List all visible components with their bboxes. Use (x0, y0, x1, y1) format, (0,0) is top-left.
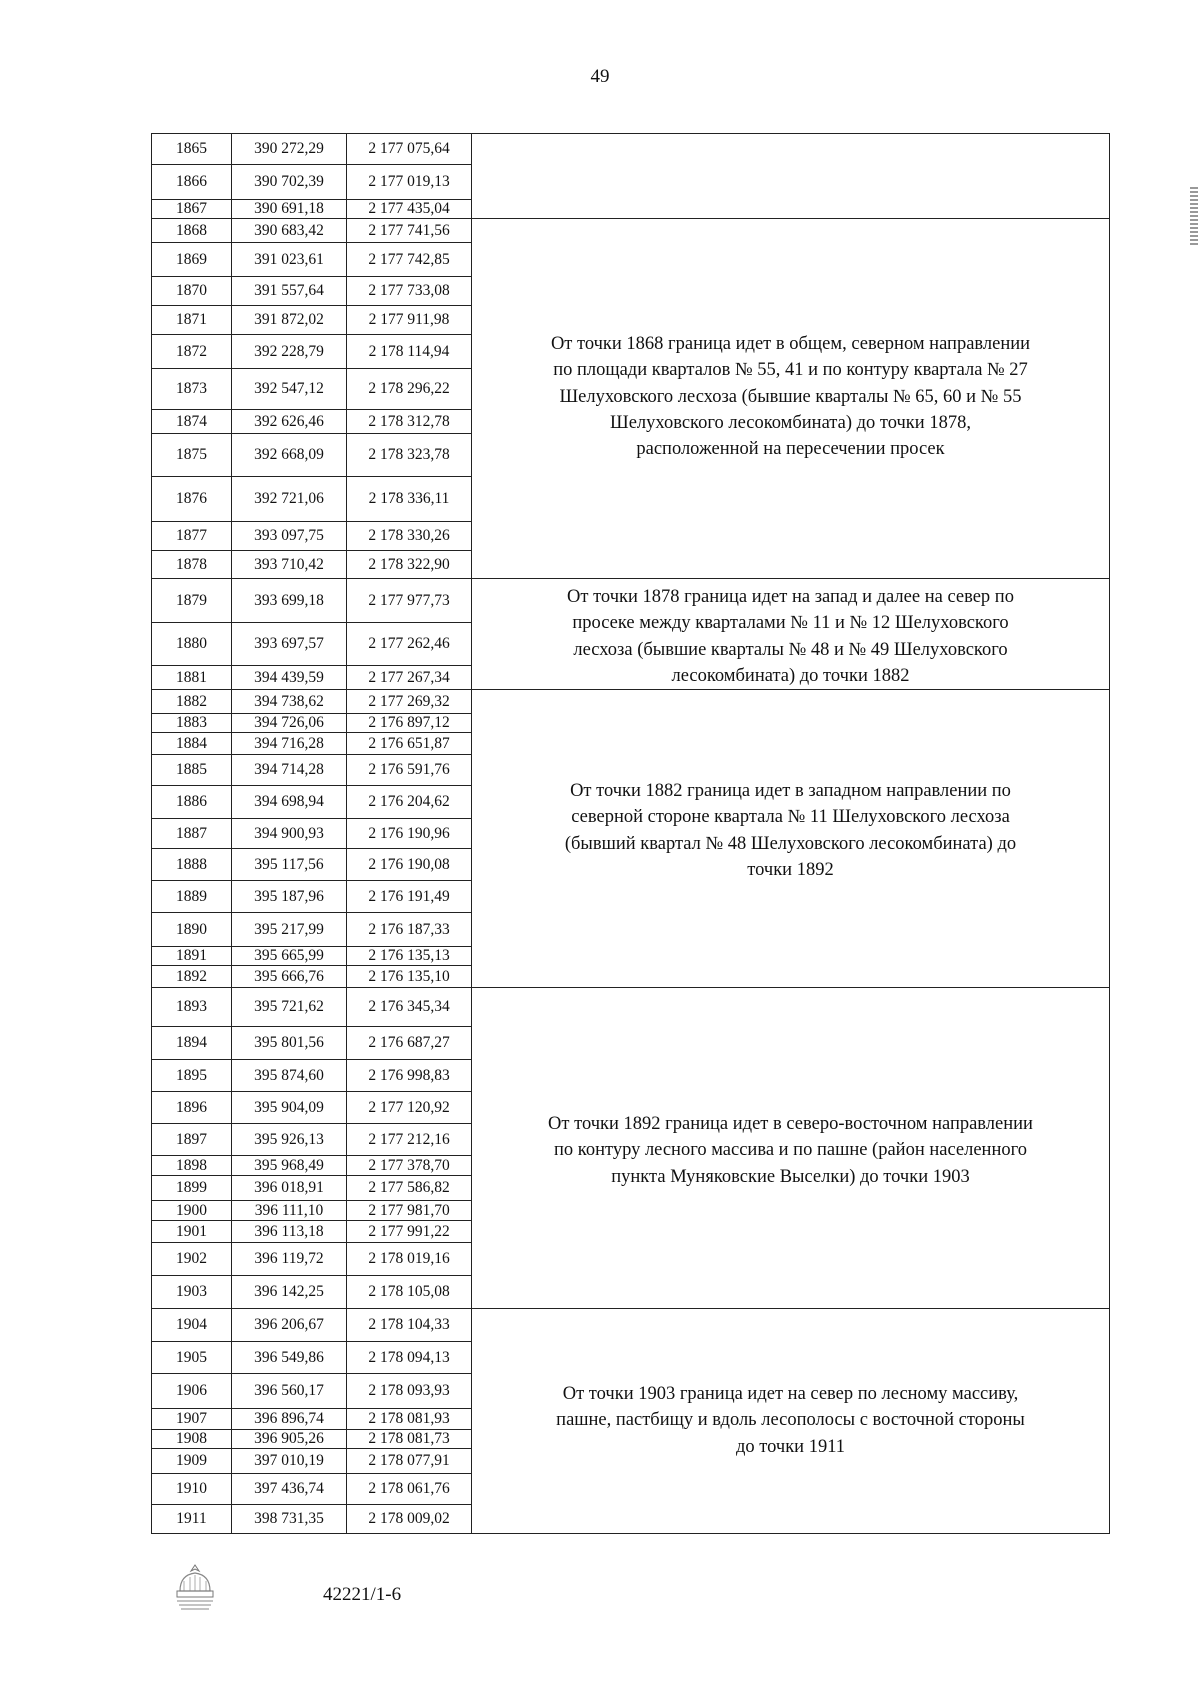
boundary-description-cell (472, 219, 1110, 579)
point-number-cell: 1903 (152, 1276, 232, 1309)
y-coordinate-cell: 2 178 336,11 (347, 477, 472, 522)
x-coordinate-cell: 396 896,74 (232, 1409, 347, 1430)
description-line: лесокомбината) до точки 1882 (671, 665, 910, 686)
x-coordinate-cell: 395 874,60 (232, 1060, 347, 1092)
point-number-cell: 1874 (152, 410, 232, 434)
point-number-cell: 1886 (152, 786, 232, 819)
x-coordinate-cell: 395 926,13 (232, 1124, 347, 1156)
y-coordinate-cell: 2 178 312,78 (347, 410, 472, 434)
description-line: Шелуховского лесокомбината) до точки 1878, (610, 412, 971, 433)
coordinates-table (151, 133, 1110, 1534)
x-coordinate-cell: 396 111,10 (232, 1201, 347, 1221)
coordinates-table-body (152, 134, 1110, 1534)
description-line: пашне, пастбищу и вдоль лесополосы с восточной стороны (556, 1410, 1025, 1431)
x-coordinate-cell: 395 187,96 (232, 881, 347, 913)
table-row (152, 219, 1110, 243)
point-number-cell: 1889 (152, 881, 232, 913)
x-coordinate-cell: 391 872,02 (232, 306, 347, 335)
x-coordinate-cell: 396 142,25 (232, 1276, 347, 1309)
point-number-cell: 1878 (152, 551, 232, 579)
point-number-cell: 1910 (152, 1474, 232, 1505)
point-number-cell: 1906 (152, 1374, 232, 1409)
point-number-cell: 1868 (152, 219, 232, 243)
x-coordinate-cell: 392 228,79 (232, 335, 347, 369)
x-coordinate-cell: 395 968,49 (232, 1156, 347, 1176)
x-coordinate-cell: 391 557,64 (232, 277, 347, 306)
x-coordinate-cell: 393 699,18 (232, 579, 347, 623)
point-number-cell: 1875 (152, 434, 232, 477)
y-coordinate-cell: 2 177 733,08 (347, 277, 472, 306)
x-coordinate-cell: 392 547,12 (232, 369, 347, 410)
point-number-cell: 1871 (152, 306, 232, 335)
boundary-description-cell (472, 988, 1110, 1309)
point-number-cell: 1872 (152, 335, 232, 369)
point-number-cell: 1899 (152, 1176, 232, 1201)
boundary-description-cell (472, 690, 1110, 988)
description-line: лесхоза (бывшие кварталы № 48 и № 49 Шелуховского (573, 639, 1008, 660)
x-coordinate-cell: 394 716,28 (232, 733, 347, 755)
x-coordinate-cell: 395 904,09 (232, 1092, 347, 1124)
x-coordinate-cell: 396 206,67 (232, 1309, 347, 1342)
point-number-cell: 1895 (152, 1060, 232, 1092)
description-line: Шелуховского лесхоза (бывшие кварталы № 65, 60 и № 55 (559, 386, 1022, 407)
point-number-cell: 1877 (152, 522, 232, 551)
y-coordinate-cell: 2 177 586,82 (347, 1176, 472, 1201)
description-line: до точки 1911 (735, 1436, 846, 1457)
description-line: От точки 1868 граница идет в общем, северном направлении (550, 334, 1031, 354)
y-coordinate-cell: 2 176 204,62 (347, 786, 472, 819)
x-coordinate-cell: 395 666,76 (232, 966, 347, 988)
y-coordinate-cell: 2 178 093,93 (347, 1374, 472, 1409)
point-number-cell: 1894 (152, 1027, 232, 1060)
x-coordinate-cell: 394 738,62 (232, 690, 347, 714)
point-number-cell: 1901 (152, 1221, 232, 1243)
y-coordinate-cell: 2 177 267,34 (347, 665, 472, 690)
boundary-description-cell (472, 134, 1110, 219)
x-coordinate-cell: 396 113,18 (232, 1221, 347, 1243)
description-line: От точки 1903 граница идет на север по лесному массиву, (562, 1384, 1019, 1405)
x-coordinate-cell: 397 010,19 (232, 1449, 347, 1474)
y-coordinate-cell: 2 178 081,93 (347, 1409, 472, 1430)
y-coordinate-cell: 2 176 687,27 (347, 1027, 472, 1060)
description-line: точки 1892 (747, 859, 834, 880)
x-coordinate-cell: 390 272,29 (232, 134, 347, 165)
point-number-cell: 1879 (152, 579, 232, 623)
description-line: расположенной на пересечении просек (636, 439, 945, 460)
y-coordinate-cell: 2 177 741,56 (347, 219, 472, 243)
description-line: северной стороне квартала № 11 Шелуховского лесхоза (571, 807, 1010, 828)
y-coordinate-cell: 2 176 591,76 (347, 755, 472, 786)
y-coordinate-cell: 2 177 991,22 (347, 1221, 472, 1243)
point-number-cell: 1887 (152, 819, 232, 849)
y-coordinate-cell: 2 177 378,70 (347, 1156, 472, 1176)
x-coordinate-cell: 392 668,09 (232, 434, 347, 477)
y-coordinate-cell: 2 178 077,91 (347, 1449, 472, 1474)
x-coordinate-cell: 395 665,99 (232, 947, 347, 966)
y-coordinate-cell: 2 178 104,33 (347, 1309, 472, 1342)
document-code: 42221/1-6 (323, 1584, 402, 1605)
y-coordinate-cell: 2 178 296,22 (347, 369, 472, 410)
point-number-cell: 1907 (152, 1409, 232, 1430)
x-coordinate-cell: 394 698,94 (232, 786, 347, 819)
y-coordinate-cell: 2 178 061,76 (347, 1474, 472, 1505)
x-coordinate-cell: 395 721,62 (232, 988, 347, 1027)
y-coordinate-cell: 2 176 190,96 (347, 819, 472, 849)
table-row (152, 690, 1110, 714)
point-number-cell: 1883 (152, 714, 232, 733)
y-coordinate-cell: 2 177 120,92 (347, 1092, 472, 1124)
y-coordinate-cell: 2 178 009,02 (347, 1505, 472, 1534)
point-number-cell: 1911 (152, 1505, 232, 1534)
x-coordinate-cell: 393 097,75 (232, 522, 347, 551)
description-line: От точки 1882 граница идет в западном направлении по (570, 781, 1011, 802)
y-coordinate-cell: 2 176 345,34 (347, 988, 472, 1027)
y-coordinate-cell: 2 177 435,04 (347, 200, 472, 219)
point-number-cell: 1892 (152, 966, 232, 988)
y-coordinate-cell: 2 178 114,94 (347, 335, 472, 369)
description-line: (бывший квартал № 48 Шелуховского лесокомбината) до (564, 833, 1017, 854)
x-coordinate-cell: 390 691,18 (232, 200, 347, 219)
y-coordinate-cell: 2 177 911,98 (347, 306, 472, 335)
x-coordinate-cell: 394 714,28 (232, 755, 347, 786)
y-coordinate-cell: 2 178 322,90 (347, 551, 472, 579)
x-coordinate-cell: 396 018,91 (232, 1176, 347, 1201)
x-coordinate-cell: 396 119,72 (232, 1243, 347, 1276)
y-coordinate-cell: 2 178 081,73 (347, 1430, 472, 1449)
y-coordinate-cell: 2 176 191,49 (347, 881, 472, 913)
point-number-cell: 1865 (152, 134, 232, 165)
point-number-cell: 1882 (152, 690, 232, 714)
point-number-cell: 1888 (152, 849, 232, 881)
x-coordinate-cell: 392 721,06 (232, 477, 347, 522)
boundary-description-cell (472, 1309, 1110, 1534)
y-coordinate-cell: 2 176 135,10 (347, 966, 472, 988)
point-number-cell: 1908 (152, 1430, 232, 1449)
point-number-cell: 1897 (152, 1124, 232, 1156)
point-number-cell: 1900 (152, 1201, 232, 1221)
x-coordinate-cell: 394 900,93 (232, 819, 347, 849)
y-coordinate-cell: 2 176 897,12 (347, 714, 472, 733)
point-number-cell: 1866 (152, 165, 232, 200)
description-line: по контуру лесного массива и по пашне (район населенного (554, 1140, 1027, 1161)
coordinates-table-wrapper (151, 133, 1109, 1534)
y-coordinate-cell: 2 177 262,46 (347, 622, 472, 665)
y-coordinate-cell: 2 178 105,08 (347, 1276, 472, 1309)
scan-margin-mark (1190, 185, 1198, 245)
x-coordinate-cell: 393 697,57 (232, 622, 347, 665)
y-coordinate-cell: 2 176 651,87 (347, 733, 472, 755)
point-number-cell: 1898 (152, 1156, 232, 1176)
y-coordinate-cell: 2 176 998,83 (347, 1060, 472, 1092)
y-coordinate-cell: 2 177 981,70 (347, 1201, 472, 1221)
point-number-cell: 1884 (152, 733, 232, 755)
point-number-cell: 1881 (152, 665, 232, 690)
y-coordinate-cell: 2 176 135,13 (347, 947, 472, 966)
x-coordinate-cell: 395 117,56 (232, 849, 347, 881)
description-line: От точки 1892 граница идет в северо-восточном направлении (548, 1114, 1033, 1135)
point-number-cell: 1893 (152, 988, 232, 1027)
description-line: От точки 1878 граница идет на запад и далее на север по (567, 587, 1014, 607)
x-coordinate-cell: 398 731,35 (232, 1505, 347, 1534)
table-row (152, 1309, 1110, 1342)
x-coordinate-cell: 394 439,59 (232, 665, 347, 690)
point-number-cell: 1905 (152, 1342, 232, 1374)
y-coordinate-cell: 2 176 187,33 (347, 913, 472, 947)
table-row (152, 988, 1110, 1027)
y-coordinate-cell: 2 177 269,32 (347, 690, 472, 714)
y-coordinate-cell: 2 177 212,16 (347, 1124, 472, 1156)
point-number-cell: 1896 (152, 1092, 232, 1124)
description-line: по площади кварталов № 55, 41 и по контуру квартала № 27 (553, 360, 1028, 381)
point-number-cell: 1885 (152, 755, 232, 786)
x-coordinate-cell: 396 560,17 (232, 1374, 347, 1409)
page-number: 49 (590, 66, 610, 87)
x-coordinate-cell: 393 710,42 (232, 551, 347, 579)
table-row (152, 579, 1110, 623)
point-number-cell: 1876 (152, 477, 232, 522)
x-coordinate-cell: 390 683,42 (232, 219, 347, 243)
y-coordinate-cell: 2 178 094,13 (347, 1342, 472, 1374)
y-coordinate-cell: 2 178 330,26 (347, 522, 472, 551)
point-number-cell: 1891 (152, 947, 232, 966)
emblem-stamp-icon (172, 1561, 218, 1613)
x-coordinate-cell: 391 023,61 (232, 243, 347, 277)
description-line: просеке между кварталами № 11 и № 12 Шелуховского (572, 613, 1009, 634)
point-number-cell: 1869 (152, 243, 232, 277)
x-coordinate-cell: 396 905,26 (232, 1430, 347, 1449)
y-coordinate-cell: 2 176 190,08 (347, 849, 472, 881)
y-coordinate-cell: 2 177 977,73 (347, 579, 472, 623)
y-coordinate-cell: 2 177 742,85 (347, 243, 472, 277)
point-number-cell: 1873 (152, 369, 232, 410)
x-coordinate-cell: 392 626,46 (232, 410, 347, 434)
point-number-cell: 1870 (152, 277, 232, 306)
y-coordinate-cell: 2 177 019,13 (347, 165, 472, 200)
x-coordinate-cell: 390 702,39 (232, 165, 347, 200)
point-number-cell: 1904 (152, 1309, 232, 1342)
point-number-cell: 1890 (152, 913, 232, 947)
point-number-cell: 1902 (152, 1243, 232, 1276)
table-row (152, 134, 1110, 165)
x-coordinate-cell: 395 217,99 (232, 913, 347, 947)
point-number-cell: 1867 (152, 200, 232, 219)
y-coordinate-cell: 2 177 075,64 (347, 134, 472, 165)
y-coordinate-cell: 2 178 019,16 (347, 1243, 472, 1276)
description-line: пункта Муняковские Выселки) до точки 1903 (611, 1166, 970, 1187)
x-coordinate-cell: 395 801,56 (232, 1027, 347, 1060)
point-number-cell: 1880 (152, 622, 232, 665)
y-coordinate-cell: 2 178 323,78 (347, 434, 472, 477)
x-coordinate-cell: 394 726,06 (232, 714, 347, 733)
boundary-description-cell (472, 579, 1110, 690)
x-coordinate-cell: 397 436,74 (232, 1474, 347, 1505)
point-number-cell: 1909 (152, 1449, 232, 1474)
x-coordinate-cell: 396 549,86 (232, 1342, 347, 1374)
